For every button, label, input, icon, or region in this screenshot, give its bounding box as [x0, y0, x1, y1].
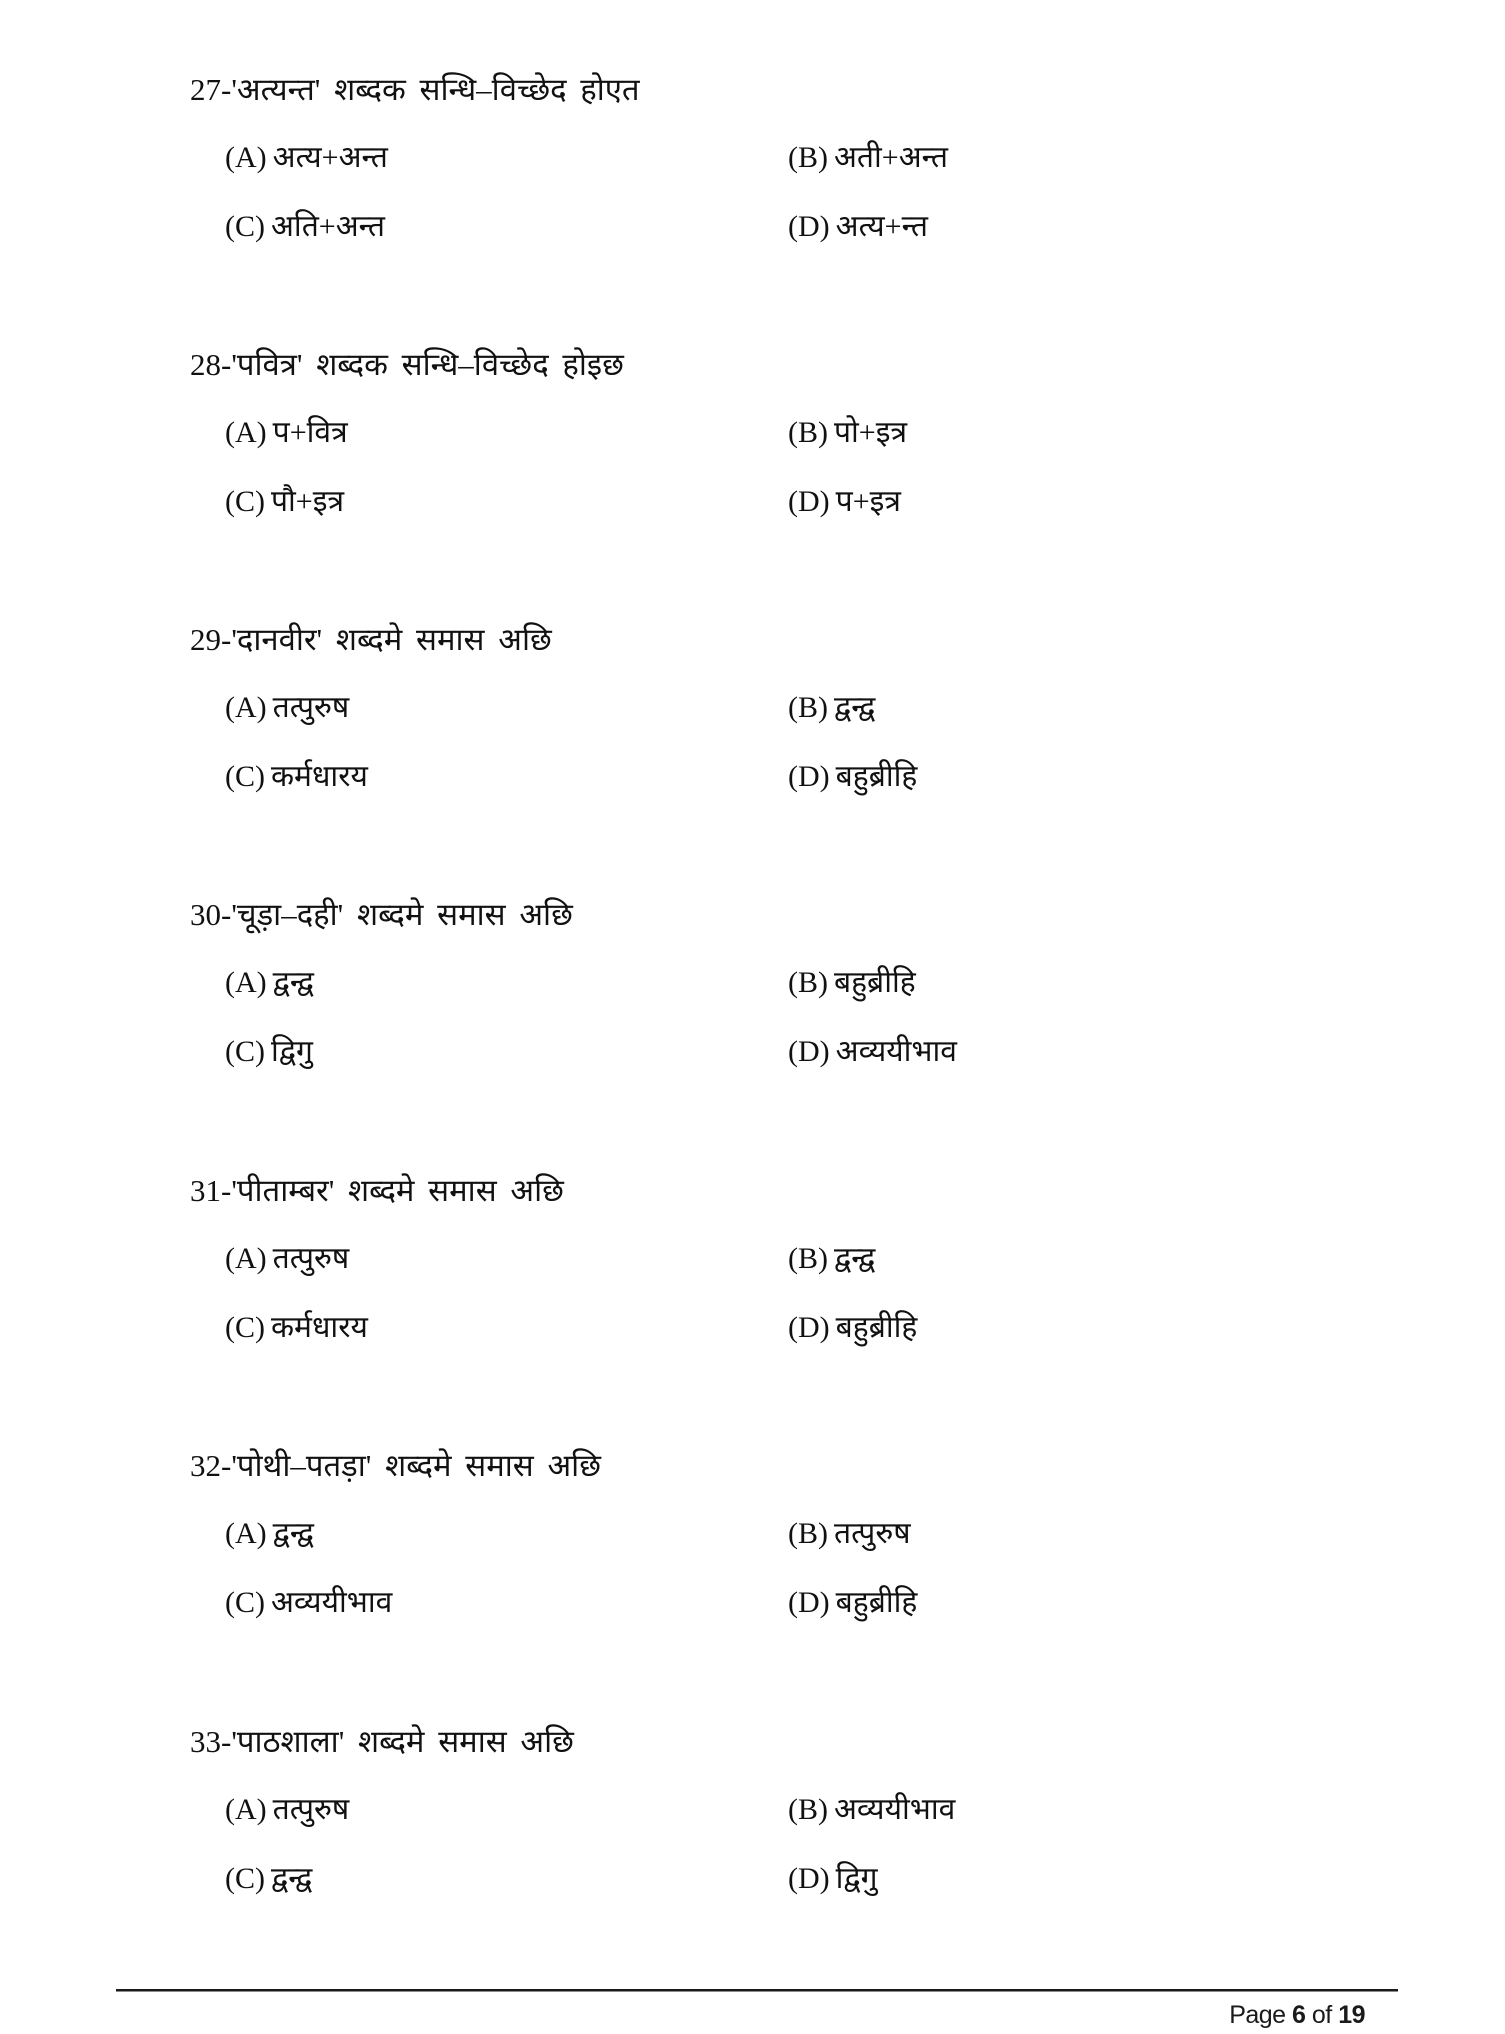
question-text: 28-'पवित्र' शब्दक सन्धि–विच्छेद होइछ [190, 347, 624, 382]
option-text: पौ+इत्र [271, 485, 345, 518]
option-text: बहुब्रीहि [835, 1311, 918, 1344]
option-text: तत्पुरुष [272, 1242, 350, 1275]
option-d [788, 207, 928, 247]
option-d [788, 482, 901, 522]
option-d [788, 1583, 917, 1623]
option-text: तत्पुरुष [272, 691, 350, 724]
option-a [225, 963, 314, 1003]
option-text: प+वित्र [272, 416, 348, 449]
option-text: पो+इत्र [834, 416, 908, 449]
option-label: (A) [225, 691, 267, 724]
option-text: द्वन्द्व [272, 966, 314, 999]
option-label: (A) [225, 966, 267, 999]
option-a [225, 138, 388, 178]
option-b [788, 1790, 955, 1830]
question-text: 31-'पीताम्बर' शब्दमे समास अछि [190, 1173, 564, 1208]
option-label: (A) [225, 141, 267, 174]
option-label: (B) [788, 966, 828, 999]
question-text: 30-'चूड़ा–दही' शब्दमे समास अछि [190, 897, 573, 932]
question-32 [0, 1446, 1505, 1646]
option-label: (D) [788, 1311, 830, 1344]
option-label: (B) [788, 1517, 828, 1550]
option-label: (D) [788, 760, 830, 793]
option-c [225, 1308, 368, 1348]
option-text: तत्पुरुष [834, 1517, 911, 1550]
option-text: अत्य+न्त [835, 210, 928, 243]
question-30 [0, 895, 1505, 1095]
option-label: (C) [225, 760, 265, 793]
option-label: (B) [788, 1242, 828, 1275]
option-text: अव्ययीभाव [835, 1035, 957, 1068]
question-text: 27-'अत्यन्त' शब्दक सन्धि–विच्छेद होएत [190, 72, 640, 107]
option-label: (C) [225, 1862, 265, 1895]
option-label: (D) [788, 1035, 830, 1068]
option-c [225, 1859, 312, 1899]
option-text: कर्मधारय [271, 1311, 368, 1344]
option-label: (B) [788, 141, 828, 174]
option-label: (A) [225, 1793, 267, 1826]
option-d [788, 1308, 917, 1348]
option-text: द्विगु [271, 1035, 313, 1068]
option-text: द्वन्द्व [272, 1517, 314, 1550]
option-label: (C) [225, 1035, 265, 1068]
option-text: कर्मधारय [271, 760, 368, 793]
option-b [788, 138, 948, 178]
option-c [225, 1032, 313, 1072]
option-text: अति+अन्त [271, 210, 385, 243]
question-text: 32-'पोथी–पतड़ा' शब्दमे समास अछि [190, 1448, 601, 1483]
option-b [788, 1239, 875, 1279]
option-b [788, 688, 875, 728]
page-separator: of [1305, 2001, 1339, 2029]
total-pages: 19 [1338, 2001, 1365, 2029]
option-label: (C) [225, 485, 265, 518]
option-label: (D) [788, 485, 830, 518]
question-29 [0, 620, 1505, 820]
option-text: अती+अन्त [834, 141, 948, 174]
option-c [225, 482, 344, 522]
option-label: (C) [225, 1586, 265, 1619]
option-text: बहुब्रीहि [835, 1586, 918, 1619]
option-b [788, 963, 916, 1003]
option-b [788, 413, 907, 453]
question-31 [0, 1171, 1505, 1371]
option-label: (B) [788, 691, 828, 724]
option-text: प+इत्र [835, 485, 901, 518]
option-a [225, 1790, 349, 1830]
question-28 [0, 345, 1505, 545]
option-text: द्वन्द्व [834, 691, 876, 724]
option-a [225, 1514, 314, 1554]
option-label: (B) [788, 416, 828, 449]
option-c [225, 207, 385, 247]
option-c [225, 1583, 392, 1623]
option-label: (A) [225, 1517, 267, 1550]
option-label: (B) [788, 1793, 828, 1826]
option-label: (A) [225, 416, 267, 449]
option-text: तत्पुरुष [272, 1793, 350, 1826]
page-number [1229, 1999, 1365, 2031]
option-text: द्विगु [835, 1862, 878, 1895]
option-d [788, 757, 917, 797]
option-text: द्वन्द्व [834, 1242, 876, 1275]
question-27 [0, 70, 1505, 270]
option-b [788, 1514, 911, 1554]
page-prefix: Page [1229, 2001, 1293, 2029]
option-c [225, 757, 368, 797]
question-33 [0, 1722, 1505, 1922]
option-label: (C) [225, 210, 265, 243]
option-a [225, 413, 348, 453]
option-label: (D) [788, 210, 830, 243]
option-d [788, 1859, 878, 1899]
option-text: बहुब्रीहि [834, 966, 916, 999]
option-a [225, 688, 349, 728]
question-text: 33-'पाठशाला' शब्दमे समास अछि [190, 1724, 574, 1759]
option-label: (C) [225, 1311, 265, 1344]
option-text: द्वन्द्व [271, 1862, 313, 1895]
option-a [225, 1239, 349, 1279]
option-label: (A) [225, 1242, 267, 1275]
option-label: (D) [788, 1586, 830, 1619]
question-text: 29-'दानवीर' शब्दमे समास अछि [190, 622, 552, 657]
option-text: बहुब्रीहि [835, 760, 918, 793]
option-text: अव्ययीभाव [271, 1586, 393, 1619]
option-text: अत्य+अन्त [272, 141, 388, 174]
option-d [788, 1032, 957, 1072]
footer-divider [116, 1989, 1398, 1992]
current-page: 6 [1292, 2001, 1306, 2029]
option-label: (D) [788, 1862, 830, 1895]
option-text: अव्ययीभाव [834, 1793, 956, 1826]
